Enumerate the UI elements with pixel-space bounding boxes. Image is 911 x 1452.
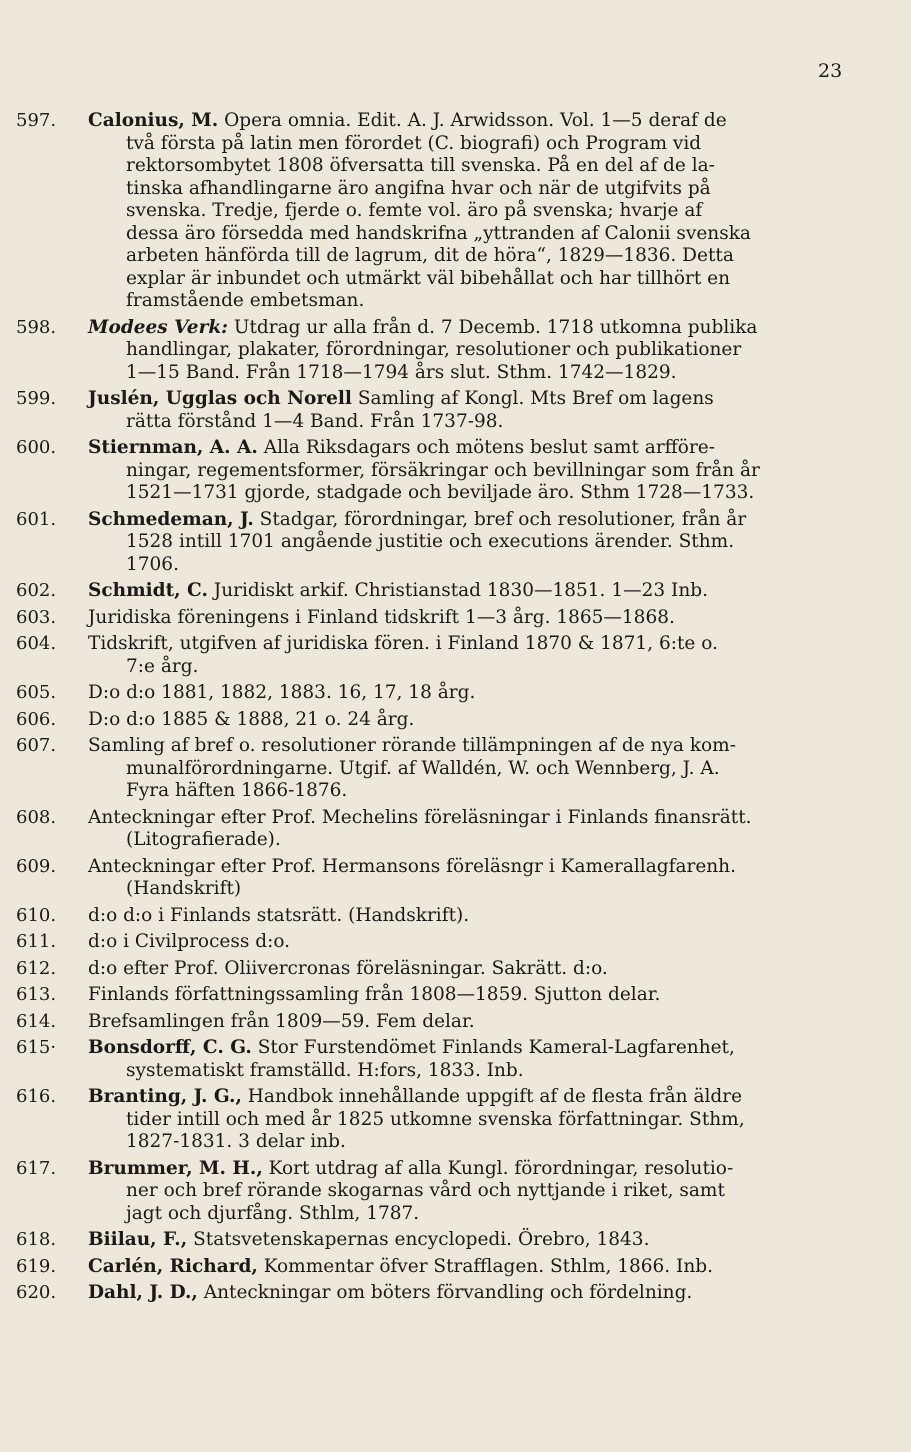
entry-line <box>126 656 846 679</box>
entry-line <box>126 245 846 268</box>
entry-line <box>126 339 846 362</box>
entry-text: tinska afhandlingarne äro angifna hvar och när de utgifvits på <box>126 177 711 199</box>
entry-text: (Litografierade). <box>126 829 281 850</box>
entry-line <box>126 362 846 385</box>
catalog-entry <box>16 709 846 732</box>
entry-line <box>126 878 846 901</box>
entry-author: Stiernman, A. A. <box>88 437 258 458</box>
catalog-entry <box>16 633 846 678</box>
entry-line <box>88 984 846 1007</box>
entry-text: Stadgar, förordningar, bref och resolutioner, från år <box>259 508 747 530</box>
entry-author: Bonsdorff, C. G. <box>88 1037 252 1058</box>
entry-line <box>88 735 846 758</box>
entry-number: 609. <box>16 855 57 877</box>
entry-author: Schmidt, C. <box>88 580 208 601</box>
entry-number: 615· <box>16 1037 57 1058</box>
entry-number: 599. <box>16 388 57 409</box>
entry-text: (Handskrift) <box>126 878 242 899</box>
entry-text: munalförordningarne. Utgif. af Walldén, W. och Wennberg, J. A. <box>126 757 720 779</box>
entry-text: Statsvetenskapernas encyclopedi. Örebro, 1843. <box>193 1229 650 1250</box>
catalog-entry <box>16 735 846 803</box>
entry-number: 603. <box>16 606 57 628</box>
entry-line <box>88 1011 846 1034</box>
entry-number: 608. <box>16 806 57 828</box>
entry-text: rektorsombytet 1808 öfversatta till svenska. På en del af de la- <box>126 155 715 176</box>
catalog-entry <box>16 682 846 705</box>
entry-text: arbeten hänförda till de lagrum, dit de höra“, 1829—1836. Detta <box>126 245 734 266</box>
catalog-entry <box>16 509 846 577</box>
catalog-entry <box>16 1086 846 1154</box>
entry-number: 598. <box>16 316 57 338</box>
entry-line <box>126 290 846 313</box>
entry-line <box>126 268 846 291</box>
entry-line <box>88 958 846 981</box>
entry-text: Fyra häften 1866-1876. <box>126 780 348 801</box>
entry-number: 612. <box>16 957 57 979</box>
entry-text: ningar, regementsformer, försäkringar och bevillningar som från år <box>126 459 760 481</box>
entry-line <box>126 1203 846 1226</box>
entry-text: d:o d:o i Finlands statsrätt. (Handskrift). <box>88 904 470 926</box>
catalog-entry <box>16 856 846 901</box>
entry-line <box>126 411 846 434</box>
entry-text: Samling af bref o. resolutioner rörande tillämpningen af de nya kom- <box>88 735 736 756</box>
entry-text: Opera omnia. Edit. A. J. Arwidsson. Vol. 1—5 deraf de <box>224 110 727 131</box>
entry-number: 617. <box>16 1157 57 1179</box>
entry-line <box>88 1282 846 1305</box>
entry-text: Juridiska föreningens i Finland tidskrift 1—3 årg. 1865—1868. <box>88 606 675 628</box>
entry-line <box>126 482 846 505</box>
entry-number: 604. <box>16 633 57 654</box>
catalog-entry <box>16 958 846 981</box>
entry-text: D:o d:o 1881, 1882, 1883. 16, 17, 18 årg. <box>88 682 476 703</box>
entry-text: dessa äro försedda med handskrifna „yttranden af Calonii svenska <box>126 222 751 244</box>
entry-line <box>88 682 846 705</box>
entry-line <box>126 155 846 178</box>
entry-text: Anteckningar om böters förvandling och fördelning. <box>203 1282 693 1303</box>
catalog-entry <box>16 905 846 928</box>
entry-text: jagt och djurfång. Sthlm, 1787. <box>126 1202 420 1224</box>
entry-text: d:o i Civilprocess d:o. <box>88 931 291 952</box>
entry-text: 1706. <box>126 553 179 575</box>
entry-line <box>88 856 846 879</box>
catalog-entry <box>16 388 846 433</box>
catalog-entry <box>16 1158 846 1226</box>
entry-number: 600. <box>16 437 57 458</box>
entry-author: Dahl, J. D., <box>88 1282 198 1303</box>
entry-text: D:o d:o 1885 & 1888, 21 o. 24 årg. <box>88 708 415 730</box>
entry-text: Juridiskt arkif. Christianstad 1830—1851. 1—23 Inb. <box>213 580 708 601</box>
entry-text: systematiskt framställd. H:fors, 1833. Inb. <box>126 1059 524 1081</box>
entry-text: två första på latin men förordet (C. biografi) och Program vid <box>126 132 702 154</box>
catalog-entry <box>16 931 846 954</box>
catalog-entry <box>16 1229 846 1252</box>
entry-line <box>126 223 846 246</box>
entry-line <box>88 709 846 732</box>
entry-line <box>88 905 846 928</box>
entry-number: 610. <box>16 904 57 926</box>
entry-line <box>126 178 846 201</box>
entry-line <box>126 780 846 803</box>
entry-text: Anteckningar efter Prof. Hermansons föreläsngr i Kamerallagfarenh. <box>88 855 736 877</box>
entry-line <box>88 1256 846 1279</box>
catalog-entry <box>16 984 846 1007</box>
entry-text: tider intill och med år 1825 utkomne svenska författningar. Sthm, <box>126 1108 745 1130</box>
entry-line <box>126 531 846 554</box>
entry-line <box>88 437 846 460</box>
catalog-entry <box>16 110 846 313</box>
entry-author: Carlén, Richard, <box>88 1255 258 1277</box>
entry-text: Brefsamlingen från 1809—59. Fem delar. <box>88 1010 475 1032</box>
entry-author: Schmedeman, J. <box>88 508 254 530</box>
entry-number: 614. <box>16 1010 57 1032</box>
entry-text: framstående embetsman. <box>126 290 365 311</box>
entry-author: Brummer, M. H., <box>88 1157 263 1179</box>
catalog-entry <box>16 1037 846 1082</box>
entry-line <box>126 829 846 852</box>
entry-number: 611. <box>16 931 57 952</box>
entry-text: svenska. Tredje, fjerde o. femte vol. äro på svenska; hvarje af <box>126 200 703 221</box>
entry-line <box>126 460 846 483</box>
entry-line <box>88 1037 846 1060</box>
entry-text: Stor Furstendömet Finlands Kameral-Lagfarenhet, <box>257 1037 735 1058</box>
entry-line <box>88 607 846 630</box>
entry-number: 618. <box>16 1229 57 1250</box>
entry-line <box>126 200 846 223</box>
catalog-entry <box>16 807 846 852</box>
entry-text: Finlands författningssamling från 1808—1859. Sjutton delar. <box>88 984 661 1005</box>
entry-line <box>88 317 846 340</box>
catalog-entry <box>16 1282 846 1305</box>
entry-number: 616. <box>16 1086 57 1107</box>
entry-line <box>88 509 846 532</box>
entry-line <box>88 807 846 830</box>
entry-line <box>88 388 846 411</box>
entry-text: Handbok innehållande uppgift af de flesta från äldre <box>247 1086 743 1107</box>
entry-number: 606. <box>16 708 57 730</box>
catalog-entry <box>16 607 846 630</box>
page-number: 23 <box>818 60 843 82</box>
entry-number: 620. <box>16 1282 57 1303</box>
entry-author: Branting, J. G., <box>88 1086 242 1107</box>
entry-text: 1—15 Band. Från 1718—1794 års slut. Sthm. 1742—1829. <box>126 361 677 383</box>
entry-number: 613. <box>16 984 57 1005</box>
entry-line <box>88 110 846 133</box>
entry-text: Kort utdrag af alla Kungl. förordningar, resolutio- <box>268 1157 734 1179</box>
entry-number: 619. <box>16 1255 57 1277</box>
entry-line <box>126 554 846 577</box>
entry-line <box>88 580 846 603</box>
entry-line <box>126 1060 846 1083</box>
entry-line <box>88 931 846 954</box>
entry-author: Modees Verk: <box>88 316 228 338</box>
entry-line <box>126 1131 846 1154</box>
catalog-entry <box>16 437 846 505</box>
entry-number: 597. <box>16 110 57 131</box>
entry-text: Utdrag ur alla från d. 7 Decemb. 1718 utkomna publika <box>233 316 758 338</box>
entry-text: Alla Riksdagars och mötens beslut samt arfföre- <box>263 437 715 458</box>
entry-text: 7:e årg. <box>126 655 199 677</box>
catalog-entry <box>16 1011 846 1034</box>
entry-text: Anteckningar efter Prof. Mechelins föreläsningar i Finlands finansrätt. <box>88 806 752 828</box>
entry-line <box>88 1158 846 1181</box>
entry-text: ner och bref rörande skogarnas vård och nyttjande i riket, samt <box>126 1180 725 1201</box>
entry-number: 607. <box>16 735 57 756</box>
entry-text: d:o efter Prof. Oliivercronas föreläsningar. Sakrätt. d:o. <box>88 957 608 979</box>
entry-line <box>88 1229 846 1252</box>
entry-text: Tidskrift, utgifven af juridiska fören. i Finland 1870 & 1871, 6:te o. <box>88 633 718 654</box>
entry-text: Kommentar öfver Strafflagen. Sthlm, 1866. Inb. <box>263 1255 713 1277</box>
entry-number: 602. <box>16 580 57 601</box>
entry-author: Biilau, F., <box>88 1229 188 1250</box>
entry-text: 1528 intill 1701 angående justitie och executions ärender. Sthm. <box>126 531 735 552</box>
catalog-entry <box>16 317 846 385</box>
entry-text: rätta förstånd 1—4 Band. Från 1737-98. <box>126 410 504 432</box>
entry-text: 1521—1731 gjorde, stadgade och beviljade äro. Sthm 1728—1733. <box>126 482 755 503</box>
entry-author: Calonius, M. <box>88 110 219 131</box>
entry-line <box>126 1109 846 1132</box>
entry-line <box>88 1086 846 1109</box>
entry-line <box>126 1180 846 1203</box>
entry-line <box>126 133 846 156</box>
catalog-entry <box>16 580 846 603</box>
entry-number: 601. <box>16 508 57 530</box>
entry-line <box>126 758 846 781</box>
entry-text: Samling af Kongl. Mts Bref om lagens <box>357 388 714 409</box>
entry-text: explar är inbundet och utmärkt väl bibehållat och har tillhört en <box>126 267 731 289</box>
entry-text: 1827-1831. 3 delar inb. <box>126 1131 346 1152</box>
entry-line <box>88 633 846 656</box>
catalog-entry <box>16 1256 846 1279</box>
entry-number: 605. <box>16 682 57 703</box>
entry-list <box>16 110 846 1309</box>
entry-author: Juslén, Ugglas och Norell <box>88 388 352 409</box>
entry-text: handlingar, plakater, förordningar, resolutioner och publikationer <box>126 339 742 360</box>
